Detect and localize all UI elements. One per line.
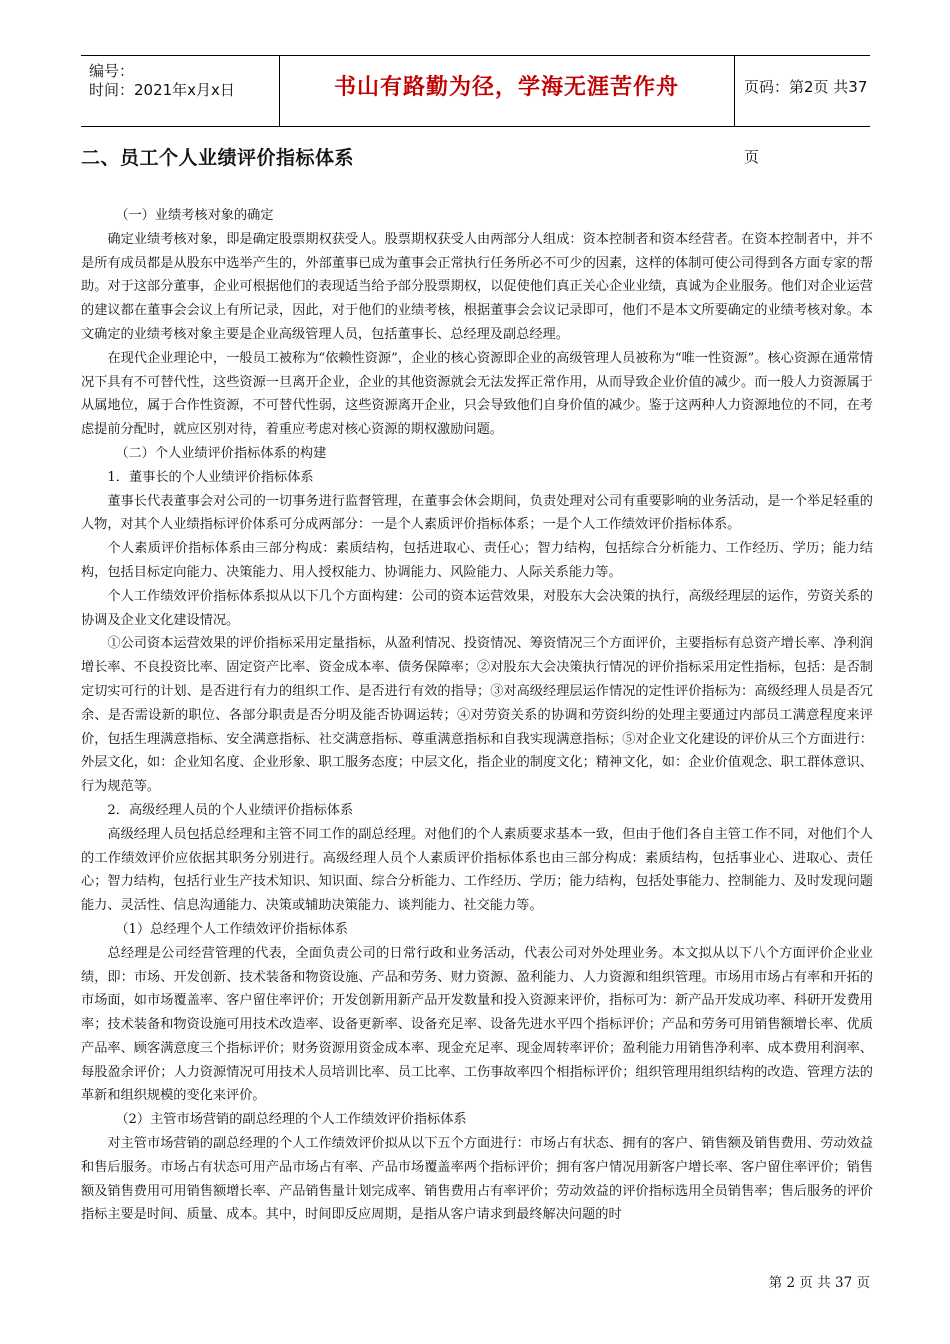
paragraph: 董事长代表董事会对公司的一切事务进行监督管理，在董事会休会期间，负责处理对公司有重要影响的业务活动，是一个举足轻重的人物，对其个人业绩指标评价体系可分成两部分：一是个人素质评价指标体系；一是个人工作绩效评价指标体系。 (81, 493, 873, 533)
header-page-cell (734, 56, 870, 166)
header-left-cell (81, 56, 280, 126)
motto: 书山有路勤为径，学海无涯苦作舟 (333, 75, 679, 100)
subheading: （1）总经理个人工作绩效评价指标体系 (115, 921, 348, 937)
body-text (81, 204, 873, 1227)
paragraph: ①公司资本运营效果的评价指标采用定量指标，从盈利情况、投资情况、筹资情况三个方面评价，主要指标有总资产增长率、净利润增长率、不良投资比率、固定资产比率、资金成本率、债务保障率；②对股东大会决策执行情况的评价指标采用定性指标，包括：是否制定切实可行的计划、是否进行有力的组织工作、是否进行有效的指导；③对高级经理层运作情况的定性评价指标为：高级经理人员是否冗余、是否需设新的职位、各部分职责是否分明及能否协调运转；④对劳资关系的协调和劳资纠纷的处理主要通过内部员工满意程度来评价，包括生理满意指标、安全满意指标、社交满意指标、尊重满意指标和自我实现满意指标；⑤对企业文化建设的评价从三个方面进行：外层文化，如：企业知名度、企业形象、职工服务态度；中层文化，指企业的制度文化；精神文化，如：企业价值观念、职工群体意识、行为规范等。 (81, 636, 873, 795)
page-code: 页码：第2页 共37页 (744, 78, 868, 166)
header-motto-cell (279, 56, 735, 126)
paragraph: 在现代企业理论中，一般员工被称为“依赖性资源”，企业的核心资源即企业的高级管理人员被称为“唯一性资源”。核心资源在通常情况下具有不可替代性，这些资源一旦离开企业，企业的其他资源就会无法发挥正常作用，从而导致企业价值的减少。而一般人力资源属于从属地位，属于合作性资源，不可替代性弱，这些资源离开企业，只会导致他们自身价值的减少。鉴于这两种人力资源地位的不同，在考虑提前分配时，就应区别对待，着重应考虑对核心资源的期权激励问题。 (81, 350, 873, 438)
subheading: （2）主管市场营销的副总经理的个人工作绩效评价指标体系 (115, 1112, 467, 1128)
paragraph: 个人素质评价指标体系由三部分构成：素质结构，包括进取心、责任心；智力结构，包括综合分析能力、工作经历、学历；能力结构，包括目标定向能力、决策能力、用人授权能力、协调能力、风险能力、人际关系能力等。 (81, 541, 873, 580)
paragraph: 个人工作绩效评价指标体系拟从以下几个方面构建：公司的资本运营效果，对股东大会决策的执行，高级经理层的运作，劳资关系的协调及企业文化建设情况。 (81, 588, 873, 628)
subheading: （二）个人业绩评价指标体系的构建 (115, 445, 327, 461)
paragraph: 确定业绩考核对象，即是确定股票期权获受人。股票期权获受人由两部分人组成：资本控制者和资本经营者。在资本控制者中，并不是所有成员都是从股东中选举产生的，外部董事已成为董事会正常执行任务所必不可少的因素，这样的体制可使公司得到各方面专家的帮助。对于这部分董事，企业可根据他们的表现适当给予部分股票期权，以促使他们真正关心企业业绩，真诚为企业服务。他们对企业运营的建议都在董事会会议上有所记录，因此，对于他们的业绩考核，根据董事会会议记录即可，他们不是本文所要确定的业绩考核对象。本文确定的业绩考核对象主要是企业高级管理人员，包括董事长、总经理及副总经理。 (81, 231, 873, 342)
paragraph: 高级经理人员包括总经理和主管不同工作的副总经理。对他们的个人素质要求基本一致，但由于他们各自主管工作不同，对他们个人的工作绩效评价应依据其职务分别进行。高级经理人员个人素质评价指标体系也由三部分构成：素质结构，包括事业心、进取心、责任心；智力结构，包括行业生产技术知识、知识面、综合分析能力、工作经历、学历；能力结构，包括处事能力、控制能力、及时发现问题能力、灵活性、信息沟通能力、决策或辅助决策能力、谈判能力、社交能力等。 (81, 826, 873, 914)
paragraph: 总经理是公司经营管理的代表，全面负责公司的日常行政和业务活动，代表公司对外处理业务。本文拟从以下八个方面评价企业业绩，即：市场、开发创新、技术装备和物资设施、产品和劳务、财力资源、盈利能力、人力资源和组织管理。市场用市场占有率和开拓的市场面，如市场覆盖率、客户留住率评价；开发创新用新产品开发数量和投入资源来评价，指标可为：新产品开发成功率、科研开发费用率；技术装备和物资设施可用技术改造率、设备更新率、设备充足率、设备先进水平四个指标评价；产品和劳务可用销售额增长率、优质产品率、顾客满意度三个指标评价；财务资源用资金成本率、现金充足率、现金周转率评价；盈利能力用销售净利率、成本费用利润率、每股盈余评价；人力资源情况可用技术人员培训比率、员工比率、工伤事故率四个相指标评价；组织管理用组织结构的改造、管理方法的革新和组织规模的变化来评价。 (81, 945, 873, 1104)
page-footer: 第 2 页 共 37 页 (768, 1275, 870, 1291)
time-label: 时间：2021年x月x日 (89, 81, 235, 99)
paragraph: 对主管市场营销的副总经理的个人工作绩效评价拟从以下五个方面进行：市场占有状态、拥有的客户、销售额及销售费用、劳动效益和售后服务。市场占有状态可用产品市场占有率、产品市场覆盖率两个指标评价；拥有客户情况用新客户增长率、客户留住率评价；销售额及销售费用可用销售额增长率、产品销售量计划完成率、销售费用占有率评价；劳动效益的评价指标选用全员销售率；售后服务的评价指标主要是时间、质量、成本。其中，时间即反应周期，是指从客户请求到最终解决问题的时 (81, 1136, 873, 1223)
subheading: 2．高级经理人员的个人业绩评价指标体系 (107, 802, 354, 818)
section-title: 二、员工个人业绩评价指标体系 (81, 147, 355, 169)
subheading: 1．董事长的个人业绩评价指标体系 (107, 469, 314, 485)
subheading: （一）业绩考核对象的确定 (115, 208, 274, 223)
number-label: 编号： (89, 62, 135, 80)
